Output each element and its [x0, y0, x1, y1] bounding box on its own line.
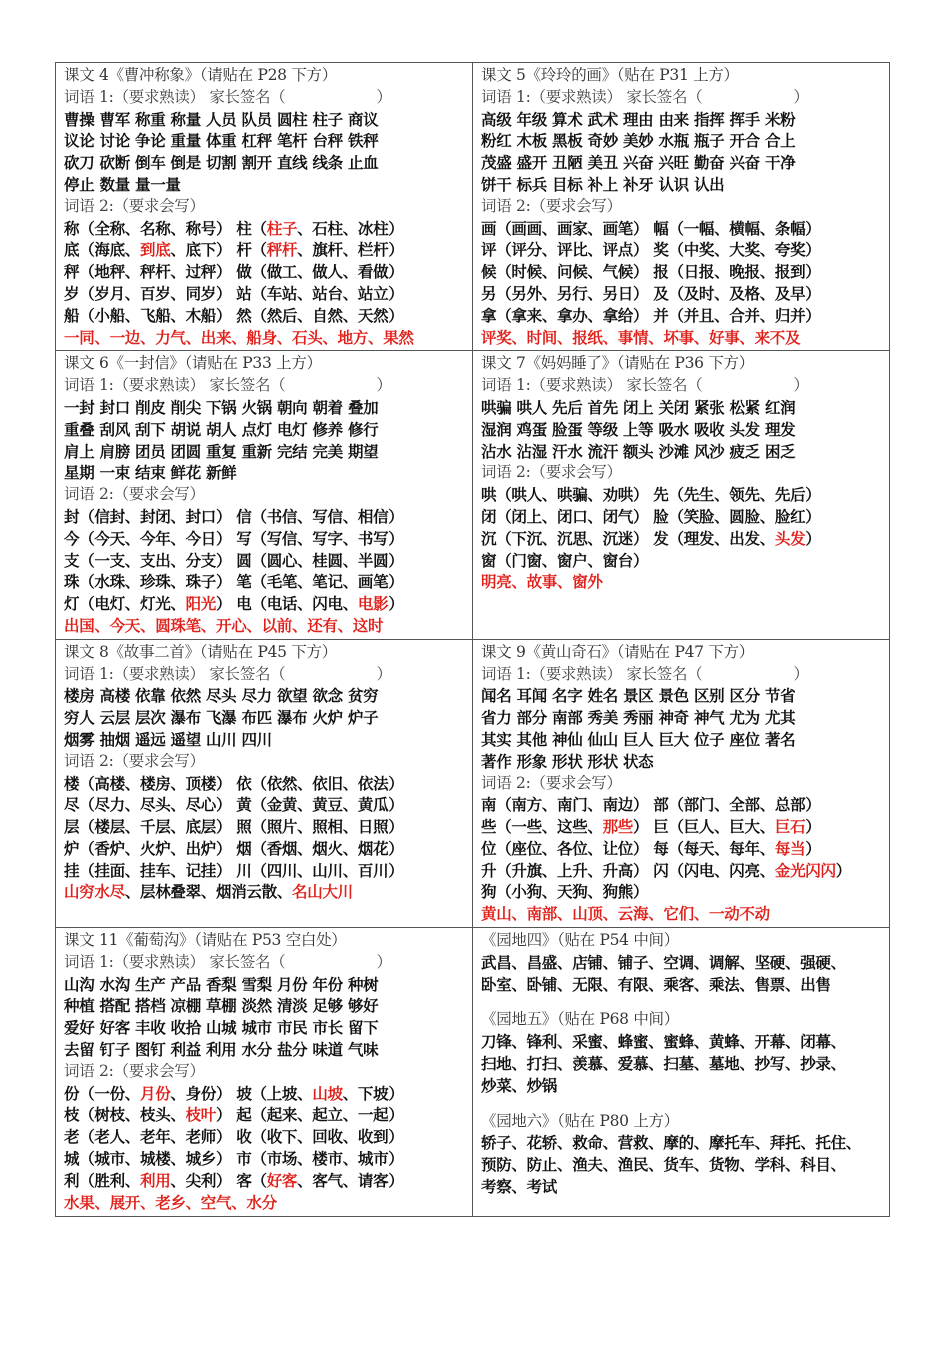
word-text: ） 巨（巨人、巨大、	[633, 817, 775, 837]
word-text: ） 电（电话、闪电、	[216, 594, 358, 614]
word-line: 湿润 鸡蛋 脸蛋 等级 上等 吸水 吸收 头发 理发	[481, 419, 796, 439]
word-line	[481, 838, 885, 860]
word-line: 城（城市、城楼、城乡） 市（市场、楼市、城市）	[64, 1149, 404, 1169]
highlighted-word: 金光闪闪	[774, 860, 836, 880]
word-text: 、身份） 坡（上坡、	[170, 1083, 313, 1103]
section-label: 词语 2:（要求会写）	[64, 485, 205, 504]
word-line	[481, 528, 885, 550]
lesson-title: 《园地五》（贴在 P68 中间）	[481, 1010, 679, 1029]
word-line: 老（老人、老年、老师） 收（收下、回收、收到）	[64, 1127, 404, 1147]
highlighted-word: 名山大川	[292, 882, 353, 902]
lesson-9-cell	[473, 639, 890, 927]
word-text: 枝（树枝、枝头、	[64, 1105, 186, 1125]
word-line	[64, 1104, 468, 1126]
word-text: ）	[388, 594, 404, 614]
word-text: ）	[805, 838, 821, 858]
highlighted-word: 山坡	[312, 1083, 343, 1103]
word-line: 闭（闭上、闭口、闭气） 脸（笑脸、圆脸、脸红）	[481, 506, 821, 526]
word-line: 著作 形象 形状 形状 状态	[481, 751, 654, 771]
word-text: 、下坡）	[342, 1083, 404, 1103]
word-text: 沉（下沉、沉思、沉迷） 发（理发、出发、	[481, 528, 775, 548]
section-label: 词语 1:（要求熟读） 家长签名（ ）	[64, 376, 392, 395]
lesson-5-cell	[473, 63, 890, 351]
lesson-7-cell	[473, 351, 890, 639]
highlighted-word: 柱子	[266, 218, 298, 238]
highlighted-word: 到底	[140, 240, 171, 260]
highlighted-words-line: 评奖、时间、报纸、事情、坏事、好事、来不及	[481, 327, 801, 347]
word-line: 层（楼层、千层、底层） 照（照片、照相、日照）	[64, 817, 404, 837]
word-line: 候（时候、问候、气候） 报（日报、晚报、报到）	[481, 262, 821, 282]
word-line: 秤（地秤、秤杆、过秤） 做（做工、做人、看做）	[64, 262, 404, 282]
word-line: 茂盛 盛开 丑陋 美丑 兴奋 兴旺 勤奋 兴奋 干净	[481, 153, 796, 173]
highlighted-words-line: 出国、今天、圆珠笔、开心、以前、还有、这时	[64, 615, 384, 635]
word-line: 山沟 水沟 生产 产品 香梨 雪梨 月份 年份 种树	[64, 974, 379, 994]
section-label: 词语 2:（要求会写）	[64, 196, 205, 215]
section-label: 词语 2:（要求会写）	[481, 463, 622, 482]
lesson-title: 课文 6《一封信》（请贴在 P33 上方）	[64, 354, 322, 373]
word-line: 船（小船、飞船、木船） 然（然后、自然、天然）	[64, 305, 404, 325]
highlighted-word: 阳光	[185, 594, 217, 614]
lesson-4-cell	[56, 63, 473, 351]
lesson-11-cell	[56, 928, 473, 1217]
word-line: 闻名 耳闻 名字 姓名 景区 景色 区别 区分 节省	[481, 686, 796, 706]
vocabulary-table	[55, 62, 890, 1217]
section-label: 词语 2:（要求会写）	[481, 196, 622, 215]
word-line: 考察、考试	[481, 1177, 558, 1197]
section-label: 词语 1:（要求熟读） 家长签名（ ）	[64, 87, 392, 106]
word-text: 底（海底、	[64, 240, 141, 260]
word-line: 炉（香炉、火炉、出炉） 烟（香烟、烟火、烟花）	[64, 838, 404, 858]
word-line	[64, 1170, 468, 1192]
word-line: 停止 数量 量一量	[64, 174, 181, 194]
word-line: 今（今天、今年、今日） 写（写信、写字、书写）	[64, 528, 404, 548]
highlighted-word: 电影	[357, 594, 389, 614]
highlighted-word: 利用	[140, 1170, 171, 1190]
word-line: 哄骗 哄人 先后 首先 闭上 关闭 紧张 松紧 红润	[481, 397, 796, 417]
word-line: 高级 年级 算术 武术 理由 由来 指挥 挥手 米粉	[481, 109, 796, 129]
word-line: 议论 讨论 争论 重量 体重 杠秤 笔杆 台秤 铁秤	[64, 131, 379, 151]
word-line: 去留 钉子 图钉 利益 利用 水分 盐分 味道 气味	[64, 1040, 379, 1060]
word-line: 封（信封、封闭、封口） 信（书信、写信、相信）	[64, 506, 404, 526]
highlighted-words-line: 水果、展开、老乡、空气、水分	[64, 1192, 277, 1212]
word-text: 、底下） 杆（	[170, 240, 267, 260]
highlighted-word: 月份	[140, 1083, 171, 1103]
word-line: 珠（水珠、珍珠、珠子） 笔（毛笔、笔记、画笔）	[64, 572, 404, 592]
word-line: 种植 搭配 搭档 凉棚 草棚 淡然 清淡 足够 够好	[64, 996, 379, 1016]
word-text: 升（升旗、上升、升高） 闪（闪电、闪亮、	[481, 860, 775, 880]
word-text: 些（一些、这些、	[481, 817, 603, 837]
word-line	[64, 593, 468, 615]
section-label: 词语 1:（要求熟读） 家长签名（ ）	[64, 952, 392, 971]
word-line: 穷人 云层 层次 瀑布 飞瀑 布匹 瀑布 火炉 炉子	[64, 708, 379, 728]
word-line: 楼（高楼、楼房、顶楼） 依（依然、依旧、依法）	[64, 773, 404, 793]
section-label: 词语 1:（要求熟读） 家长签名（ ）	[481, 376, 809, 395]
section-label: 词语 2:（要求会写）	[64, 1061, 205, 1080]
word-text: ）	[805, 817, 821, 837]
word-text: 、尖利） 客（	[170, 1170, 267, 1190]
section-label: 词语 2:（要求会写）	[481, 773, 622, 792]
word-text: ）	[805, 528, 821, 548]
word-line: 卧室、卧铺、无限、有限、乘客、乘法、售票、出售	[481, 974, 831, 994]
spacer	[481, 1097, 885, 1111]
lesson-title: 课文 8《故事二首》（请贴在 P45 下方）	[64, 642, 337, 661]
word-line: 肩上 肩膀 团员 团圆 重复 重新 完结 完美 期望	[64, 441, 379, 461]
word-text: 称（全称、名称、称号） 柱（	[64, 218, 267, 238]
word-line: 刀锋、锋利、采蜜、蜂蜜、蜜蜂、黄蜂、开幕、闭幕、	[481, 1032, 846, 1052]
word-line: 楼房 高楼 依靠 依然 尽头 尽力 欲望 欲念 贫穷	[64, 686, 379, 706]
section-label: 词语 1:（要求熟读） 家长签名（ ）	[64, 664, 392, 683]
word-text: 、客气、请客）	[297, 1170, 404, 1190]
lesson-8-cell	[56, 639, 473, 927]
word-line	[64, 218, 468, 240]
word-line: 沾水 沾湿 汗水 流汗 额头 沙滩 风沙 疲乏 困乏	[481, 441, 796, 461]
word-line: 南（南方、南门、南边） 部（部门、全部、总部）	[481, 795, 821, 815]
lesson-title: 课文 5《玲玲的画》（贴在 P31 上方）	[481, 66, 739, 84]
highlighted-word: 好客	[266, 1170, 298, 1190]
highlighted-word: 头发	[774, 528, 806, 548]
lesson-title: 课文 9《黄山奇石》（请贴在 P47 下方）	[481, 642, 754, 661]
word-text: 、石柱、冰柱）	[297, 218, 404, 238]
word-line: 其实 其他 神仙 仙山 巨人 巨大 位子 座位 著名	[481, 729, 796, 749]
word-line: 另（另外、另行、另日） 及（及时、及格、及早）	[481, 283, 821, 303]
highlighted-words-line: 黄山、南部、山顶、云海、它们、一动不动	[481, 904, 770, 924]
word-line	[481, 860, 885, 882]
word-line: 武昌、昌盛、店铺、铺子、空调、调解、坚硬、强硬、	[481, 952, 846, 972]
word-line: 预防、防止、渔夫、渔民、货车、货物、学科、科目、	[481, 1155, 846, 1175]
word-line: 拿（拿来、拿办、拿给） 并（并且、合并、归并）	[481, 305, 821, 325]
lesson-title: 《园地六》（贴在 P80 上方）	[481, 1111, 679, 1130]
spacer	[481, 995, 885, 1009]
highlighted-word: 巨石	[774, 817, 806, 837]
word-line	[64, 1083, 468, 1105]
lesson-title: 课文 7《妈妈睡了》（请贴在 P36 下方）	[481, 354, 754, 373]
word-line: 饼干 标兵 目标 补上 补牙 认识 认出	[481, 174, 725, 194]
word-line: 烟雾 抽烟 遥远 遥望 山川 四川	[64, 729, 272, 749]
word-line	[64, 881, 468, 903]
word-line: 一封 封口 削皮 削尖 下锅 火锅 朝向 朝着 叠加	[64, 397, 379, 417]
lesson-title: 课文 4《曹冲称象》（请贴在 P28 下方）	[64, 66, 337, 84]
lesson-title: 《园地四》（贴在 P54 中间）	[481, 931, 679, 950]
word-text: 、旗杆、栏杆）	[297, 240, 404, 260]
word-line: 爱好 好客 丰收 收拾 山城 城市 市民 市长 留下	[64, 1018, 379, 1038]
section-label: 词语 2:（要求会写）	[64, 751, 205, 770]
lesson-6-cell	[56, 351, 473, 639]
word-line: 粉红 木板 黑板 奇妙 美妙 水瓶 瓶子 开合 合上	[481, 131, 796, 151]
highlighted-word: 那些	[602, 817, 634, 837]
word-text: 、层林叠翠、烟消云散、	[124, 882, 293, 902]
word-line	[64, 239, 468, 261]
word-line: 轿子、花轿、救命、营救、摩的、摩托车、拜托、托住、	[481, 1133, 862, 1153]
word-line: 评（评分、评比、评点） 奖（中奖、大奖、夸奖）	[481, 240, 821, 260]
word-text: 利（胜利、	[64, 1170, 141, 1190]
word-line	[481, 816, 885, 838]
highlighted-word: 山穷水尽	[64, 882, 125, 902]
highlighted-words-line: 一同、一边、力气、出来、船身、石头、地方、果然	[64, 327, 414, 347]
section-label: 词语 1:（要求熟读） 家长签名（ ）	[481, 664, 809, 683]
word-line: 支（一支、支出、分支） 圆（圆心、桂圆、半圆）	[64, 550, 404, 570]
word-text: ） 起（起来、起立、一起）	[216, 1105, 404, 1125]
word-line: 炒菜、炒锅	[481, 1075, 558, 1095]
word-line: 扫地、打扫、羡慕、爱慕、扫墓、墓地、抄写、抄录、	[481, 1054, 846, 1074]
word-line: 星期 一束 结束 鲜花 新鲜	[64, 463, 237, 483]
highlighted-word: 每当	[774, 838, 806, 858]
word-line: 省力 部分 南部 秀美 秀丽 神奇 神气 尤为 尤其	[481, 708, 796, 728]
section-label: 词语 1:（要求熟读） 家长签名（ ）	[481, 87, 809, 106]
highlighted-word: 秤杆	[266, 240, 298, 260]
word-line: 曹操 曹军 称重 称量 人员 队员 圆柱 柱子 商议	[64, 109, 379, 129]
word-line: 重叠 刮风 刮下 胡说 胡人 点灯 电灯 修养 修行	[64, 419, 379, 439]
word-line: 砍刀 砍断 倒车 倒是 切割 割开 直线 线条 止血	[64, 153, 379, 173]
word-line: 窗（门窗、窗户、窗台）	[481, 550, 649, 570]
word-line: 狗（小狗、天狗、狗熊）	[481, 882, 649, 902]
word-text: ）	[835, 860, 851, 880]
word-text: 灯（电灯、灯光、	[64, 594, 186, 614]
garden-cell	[473, 928, 890, 1217]
word-line: 哄（哄人、哄骗、劝哄） 先（先生、领先、先后）	[481, 485, 821, 505]
word-text: 位（座位、各位、让位） 每（每天、每年、	[481, 838, 775, 858]
word-line: 画（画画、画家、画笔） 幅（一幅、横幅、条幅）	[481, 218, 821, 238]
word-line: 挂（挂面、挂车、记挂） 川（四川、山川、百川）	[64, 860, 404, 880]
word-line: 岁（岁月、百岁、同岁） 站（车站、站台、站立）	[64, 283, 404, 303]
highlighted-words-line: 明亮、故事、窗外	[481, 572, 603, 592]
word-line: 尽（尽力、尽头、尽心） 黄（金黄、黄豆、黄瓜）	[64, 795, 404, 815]
lesson-title: 课文 11《葡萄沟》（请贴在 P53 空白处）	[64, 931, 347, 950]
highlighted-word: 枝叶	[185, 1105, 217, 1125]
word-text: 份（一份、	[64, 1083, 141, 1103]
